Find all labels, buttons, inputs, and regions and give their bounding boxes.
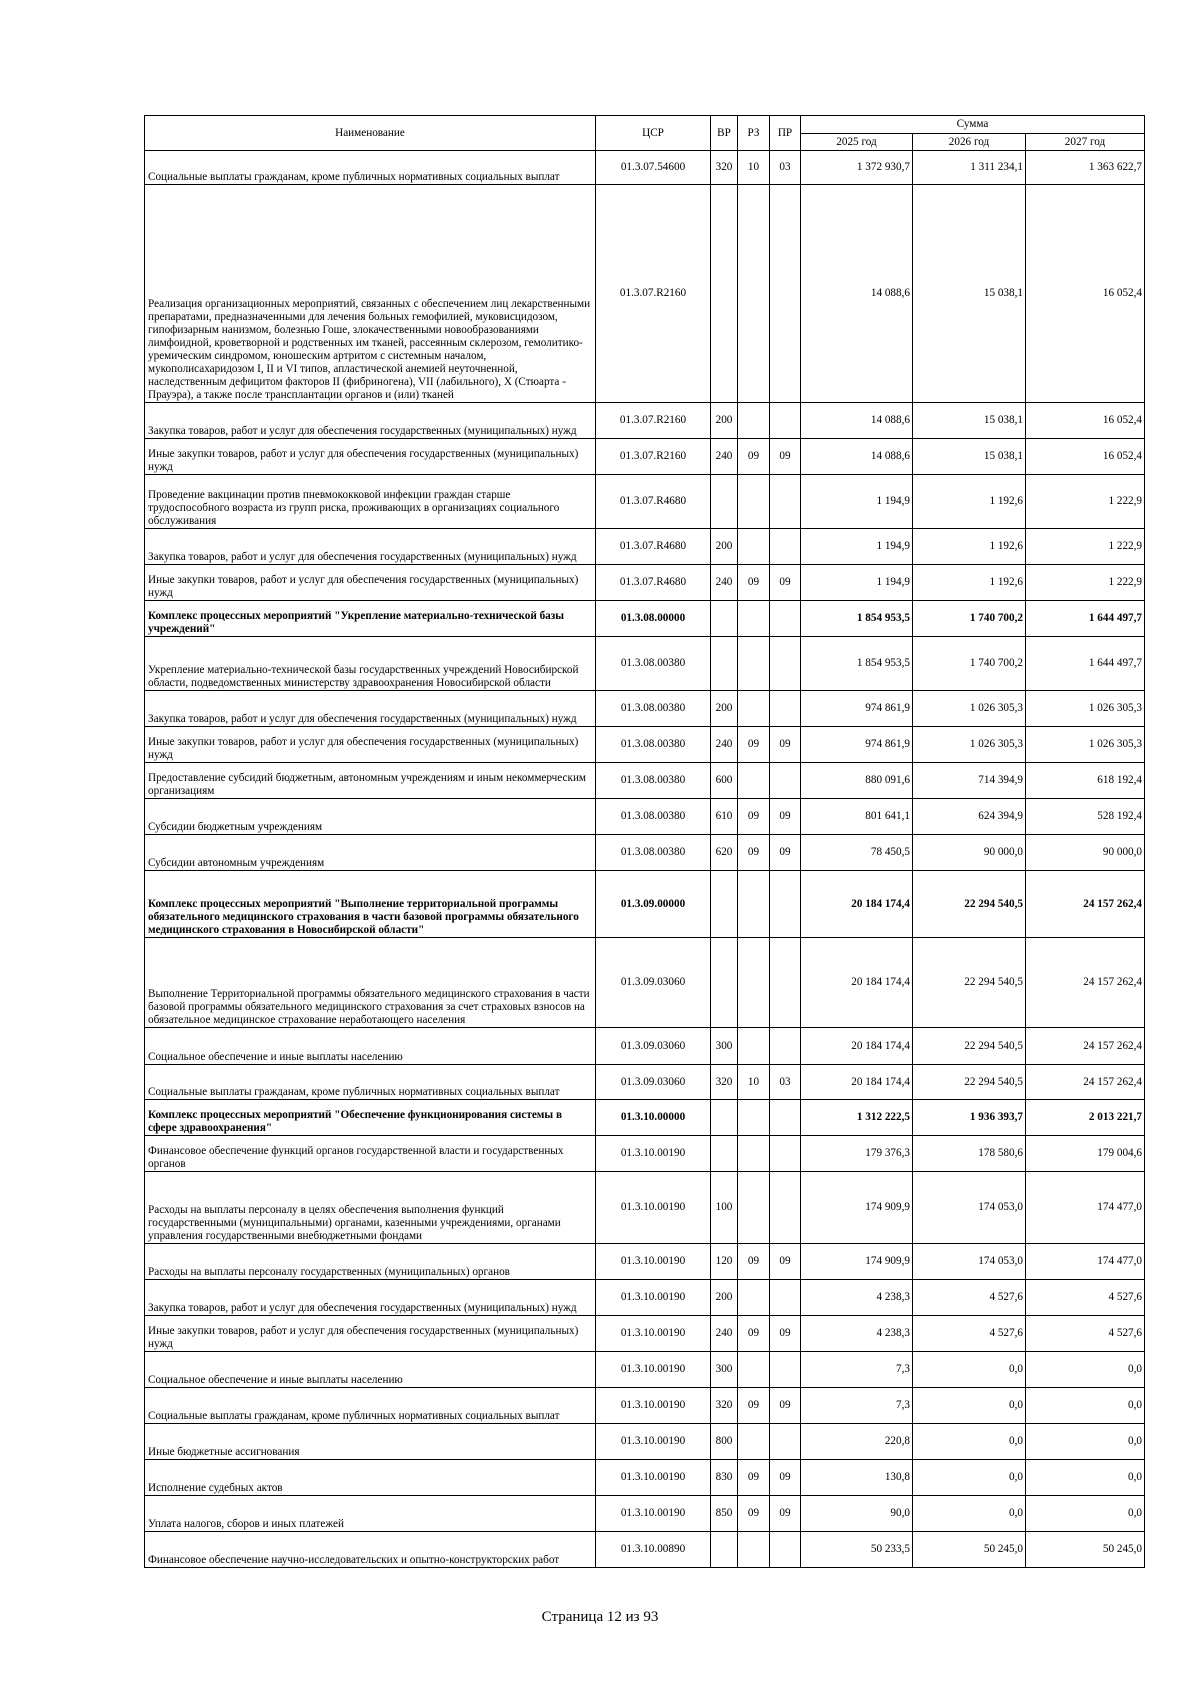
cell-rz: 09 bbox=[738, 835, 770, 871]
cell-pr: 03 bbox=[770, 1065, 801, 1100]
cell-amount-2026: 174 053,0 bbox=[913, 1244, 1026, 1280]
cell-csr: 01.3.08.00380 bbox=[596, 691, 711, 727]
cell-amount-2027: 1 363 622,7 bbox=[1026, 151, 1145, 185]
cell-csr: 01.3.10.00190 bbox=[596, 1280, 711, 1316]
cell-rz bbox=[738, 1532, 770, 1568]
cell-rz: 09 bbox=[738, 1388, 770, 1424]
cell-csr: 01.3.10.00190 bbox=[596, 1496, 711, 1532]
cell-csr: 01.3.10.00190 bbox=[596, 1316, 711, 1352]
cell-rz bbox=[738, 1136, 770, 1172]
cell-pr bbox=[770, 185, 801, 403]
cell-amount-2027: 618 192,4 bbox=[1026, 763, 1145, 799]
cell-vr: 200 bbox=[711, 403, 738, 439]
cell-amount-2027: 24 157 262,4 bbox=[1026, 1065, 1145, 1100]
cell-pr: 09 bbox=[770, 1388, 801, 1424]
cell-name: Социальное обеспечение и иные выплаты населению bbox=[145, 1028, 596, 1065]
cell-amount-2026: 0,0 bbox=[913, 1424, 1026, 1460]
cell-amount-2027: 1 026 305,3 bbox=[1026, 727, 1145, 763]
cell-amount-2026: 0,0 bbox=[913, 1496, 1026, 1532]
cell-csr: 01.3.10.00190 bbox=[596, 1388, 711, 1424]
cell-csr: 01.3.07.R2160 bbox=[596, 185, 711, 403]
table-row bbox=[145, 151, 1145, 185]
cell-csr: 01.3.09.03060 bbox=[596, 938, 711, 1028]
cell-vr bbox=[711, 938, 738, 1028]
cell-amount-2026: 1 740 700,2 bbox=[913, 601, 1026, 637]
cell-csr: 01.3.08.00380 bbox=[596, 727, 711, 763]
cell-rz bbox=[738, 529, 770, 565]
cell-pr: 09 bbox=[770, 835, 801, 871]
cell-pr: 09 bbox=[770, 565, 801, 601]
cell-pr: 09 bbox=[770, 799, 801, 835]
cell-amount-2025: 90,0 bbox=[801, 1496, 913, 1532]
cell-vr: 800 bbox=[711, 1424, 738, 1460]
cell-amount-2025: 179 376,3 bbox=[801, 1136, 913, 1172]
cell-name: Иные закупки товаров, работ и услуг для обеспечения государственных (муниципальных) нужд bbox=[145, 727, 596, 763]
cell-amount-2025: 4 238,3 bbox=[801, 1316, 913, 1352]
table-row bbox=[145, 1460, 1145, 1496]
cell-amount-2026: 50 245,0 bbox=[913, 1532, 1026, 1568]
cell-rz: 09 bbox=[738, 1460, 770, 1496]
cell-amount-2026: 1 026 305,3 bbox=[913, 691, 1026, 727]
cell-vr: 240 bbox=[711, 439, 738, 475]
cell-csr: 01.3.07.R4680 bbox=[596, 529, 711, 565]
cell-vr: 610 bbox=[711, 799, 738, 835]
cell-amount-2026: 1 311 234,1 bbox=[913, 151, 1026, 185]
cell-amount-2026: 22 294 540,5 bbox=[913, 871, 1026, 938]
cell-vr bbox=[711, 1100, 738, 1136]
table-row bbox=[145, 1280, 1145, 1316]
cell-amount-2025: 50 233,5 bbox=[801, 1532, 913, 1568]
cell-csr: 01.3.10.00190 bbox=[596, 1460, 711, 1496]
cell-name: Реализация организационных мероприятий, связанных с обеспечением лиц лекарственными препаратами, предназначенными для лечения больных гемофилией, муковисцидозом, гипофизарным нанизмом, болезнью Гоше, злокачественными новообразованиями лимфоидной, кроветворной и родственных им тканей, рассеянным склерозом, гемолитико-уремическим синдромом, юношеским артритом с системным началом, мукополисахаридозом I, II и VI типов, апластической анемией неуточненной, наследственным дефицитом факторов II (фибриногена), VII (лабильного), X (Стюарта - Прауэра), а также после трансплантации органов и (или) тканей bbox=[145, 185, 596, 403]
cell-vr: 320 bbox=[711, 151, 738, 185]
cell-pr: 09 bbox=[770, 1460, 801, 1496]
cell-amount-2027: 16 052,4 bbox=[1026, 439, 1145, 475]
cell-amount-2026: 22 294 540,5 bbox=[913, 938, 1026, 1028]
cell-vr bbox=[711, 1136, 738, 1172]
cell-pr bbox=[770, 475, 801, 529]
cell-vr: 240 bbox=[711, 727, 738, 763]
cell-amount-2026: 90 000,0 bbox=[913, 835, 1026, 871]
cell-amount-2025: 14 088,6 bbox=[801, 185, 913, 403]
cell-amount-2025: 1 194,9 bbox=[801, 529, 913, 565]
cell-name: Закупка товаров, работ и услуг для обеспечения государственных (муниципальных) нужд bbox=[145, 529, 596, 565]
cell-pr bbox=[770, 1280, 801, 1316]
cell-pr: 09 bbox=[770, 1316, 801, 1352]
cell-rz: 10 bbox=[738, 1065, 770, 1100]
cell-csr: 01.3.09.03060 bbox=[596, 1065, 711, 1100]
cell-rz: 09 bbox=[738, 565, 770, 601]
cell-vr bbox=[711, 601, 738, 637]
cell-rz bbox=[738, 637, 770, 691]
cell-amount-2027: 1 026 305,3 bbox=[1026, 691, 1145, 727]
cell-name: Социальное обеспечение и иные выплаты населению bbox=[145, 1352, 596, 1388]
cell-name: Закупка товаров, работ и услуг для обеспечения государственных (муниципальных) нужд bbox=[145, 691, 596, 727]
cell-amount-2025: 130,8 bbox=[801, 1460, 913, 1496]
table-row bbox=[145, 1244, 1145, 1280]
table-row bbox=[145, 1388, 1145, 1424]
header-csr: ЦСР bbox=[596, 116, 711, 151]
cell-amount-2026: 714 394,9 bbox=[913, 763, 1026, 799]
cell-rz: 09 bbox=[738, 727, 770, 763]
cell-csr: 01.3.10.00190 bbox=[596, 1172, 711, 1244]
cell-amount-2026: 1 936 393,7 bbox=[913, 1100, 1026, 1136]
cell-rz bbox=[738, 763, 770, 799]
cell-vr: 600 bbox=[711, 763, 738, 799]
cell-csr: 01.3.07.R2160 bbox=[596, 403, 711, 439]
cell-amount-2026: 15 038,1 bbox=[913, 403, 1026, 439]
cell-vr: 120 bbox=[711, 1244, 738, 1280]
cell-amount-2027: 4 527,6 bbox=[1026, 1280, 1145, 1316]
table-row bbox=[145, 637, 1145, 691]
cell-amount-2025: 4 238,3 bbox=[801, 1280, 913, 1316]
cell-name: Иные закупки товаров, работ и услуг для обеспечения государственных (муниципальных) нужд bbox=[145, 565, 596, 601]
cell-amount-2025: 20 184 174,4 bbox=[801, 938, 913, 1028]
cell-amount-2026: 1 192,6 bbox=[913, 565, 1026, 601]
cell-csr: 01.3.07.R4680 bbox=[596, 475, 711, 529]
cell-csr: 01.3.10.00190 bbox=[596, 1352, 711, 1388]
cell-amount-2027: 0,0 bbox=[1026, 1424, 1145, 1460]
cell-name: Социальные выплаты гражданам, кроме публичных нормативных социальных выплат bbox=[145, 1065, 596, 1100]
cell-pr bbox=[770, 1424, 801, 1460]
cell-csr: 01.3.10.00190 bbox=[596, 1244, 711, 1280]
cell-amount-2025: 1 194,9 bbox=[801, 565, 913, 601]
table-row bbox=[145, 439, 1145, 475]
cell-vr bbox=[711, 475, 738, 529]
cell-amount-2025: 1 312 222,5 bbox=[801, 1100, 913, 1136]
cell-amount-2027: 16 052,4 bbox=[1026, 403, 1145, 439]
cell-csr: 01.3.07.R4680 bbox=[596, 565, 711, 601]
table-row bbox=[145, 1424, 1145, 1460]
cell-amount-2027: 1 222,9 bbox=[1026, 475, 1145, 529]
cell-rz bbox=[738, 1028, 770, 1065]
cell-amount-2027: 0,0 bbox=[1026, 1496, 1145, 1532]
cell-rz bbox=[738, 691, 770, 727]
cell-amount-2027: 50 245,0 bbox=[1026, 1532, 1145, 1568]
cell-name: Комплекс процессных мероприятий "Выполнение территориальной программы обязательного медицинского страхования в части базовой программы обязательного медицинского страхования в Новосибирской области" bbox=[145, 871, 596, 938]
cell-amount-2027: 174 477,0 bbox=[1026, 1172, 1145, 1244]
cell-rz bbox=[738, 1100, 770, 1136]
cell-name: Проведение вакцинации против пневмококковой инфекции граждан старше трудоспособного возраста из групп риска, проживающих в организациях социального обслуживания bbox=[145, 475, 596, 529]
cell-pr bbox=[770, 1136, 801, 1172]
cell-rz: 10 bbox=[738, 151, 770, 185]
cell-name: Комплекс процессных мероприятий "Обеспечение функционирования системы в сфере здравоохранения" bbox=[145, 1100, 596, 1136]
cell-name: Расходы на выплаты персоналу в целях обеспечения выполнения функций государственными (муниципальными) органами, казенными учреждениями, органами управления государственными внебюджетными фондами bbox=[145, 1172, 596, 1244]
cell-amount-2026: 624 394,9 bbox=[913, 799, 1026, 835]
cell-vr: 620 bbox=[711, 835, 738, 871]
table-row bbox=[145, 835, 1145, 871]
cell-csr: 01.3.10.00890 bbox=[596, 1532, 711, 1568]
cell-name: Укрепление материально-технической базы государственных учреждений Новосибирской области, подведомственных министерству здравоохранения Новосибирской области bbox=[145, 637, 596, 691]
cell-amount-2027: 0,0 bbox=[1026, 1460, 1145, 1496]
cell-rz bbox=[738, 1172, 770, 1244]
cell-amount-2027: 24 157 262,4 bbox=[1026, 938, 1145, 1028]
cell-rz bbox=[738, 938, 770, 1028]
header-sum: Сумма bbox=[801, 116, 1145, 134]
table-row bbox=[145, 403, 1145, 439]
cell-rz: 09 bbox=[738, 1244, 770, 1280]
table-row bbox=[145, 727, 1145, 763]
cell-name: Иные закупки товаров, работ и услуг для обеспечения государственных (муниципальных) нужд bbox=[145, 1316, 596, 1352]
table-row bbox=[145, 601, 1145, 637]
table-row bbox=[145, 763, 1145, 799]
cell-name: Предоставление субсидий бюджетным, автономным учреждениям и иным некоммерческим организациям bbox=[145, 763, 596, 799]
table-row bbox=[145, 185, 1145, 403]
cell-pr: 09 bbox=[770, 439, 801, 475]
cell-amount-2026: 15 038,1 bbox=[913, 439, 1026, 475]
cell-pr bbox=[770, 403, 801, 439]
table-row bbox=[145, 1316, 1145, 1352]
cell-amount-2025: 974 861,9 bbox=[801, 727, 913, 763]
cell-rz bbox=[738, 1280, 770, 1316]
table-row bbox=[145, 1065, 1145, 1100]
header-name: Наименование bbox=[145, 116, 596, 151]
table-row bbox=[145, 475, 1145, 529]
cell-pr: 09 bbox=[770, 727, 801, 763]
cell-rz: 09 bbox=[738, 799, 770, 835]
cell-rz: 09 bbox=[738, 1316, 770, 1352]
cell-pr: 03 bbox=[770, 151, 801, 185]
cell-rz bbox=[738, 871, 770, 938]
cell-amount-2025: 78 450,5 bbox=[801, 835, 913, 871]
cell-amount-2027: 1 644 497,7 bbox=[1026, 601, 1145, 637]
cell-amount-2026: 1 192,6 bbox=[913, 475, 1026, 529]
cell-amount-2025: 14 088,6 bbox=[801, 439, 913, 475]
cell-name: Социальные выплаты гражданам, кроме публичных нормативных социальных выплат bbox=[145, 151, 596, 185]
table-row bbox=[145, 1028, 1145, 1065]
cell-amount-2026: 178 580,6 bbox=[913, 1136, 1026, 1172]
table-body bbox=[145, 151, 1145, 1568]
cell-amount-2025: 220,8 bbox=[801, 1424, 913, 1460]
cell-amount-2027: 0,0 bbox=[1026, 1388, 1145, 1424]
cell-csr: 01.3.08.00380 bbox=[596, 799, 711, 835]
cell-name: Иные бюджетные ассигнования bbox=[145, 1424, 596, 1460]
cell-pr bbox=[770, 691, 801, 727]
cell-pr bbox=[770, 601, 801, 637]
cell-csr: 01.3.08.00000 bbox=[596, 601, 711, 637]
cell-amount-2027: 0,0 bbox=[1026, 1352, 1145, 1388]
cell-vr: 320 bbox=[711, 1388, 738, 1424]
cell-rz bbox=[738, 185, 770, 403]
cell-name: Финансовое обеспечение научно-исследовательских и опытно-конструкторских работ bbox=[145, 1532, 596, 1568]
cell-rz: 09 bbox=[738, 1496, 770, 1532]
cell-csr: 01.3.08.00380 bbox=[596, 637, 711, 691]
cell-pr bbox=[770, 1172, 801, 1244]
budget-table bbox=[144, 115, 1145, 1568]
cell-amount-2025: 20 184 174,4 bbox=[801, 1065, 913, 1100]
cell-pr bbox=[770, 1352, 801, 1388]
table-row bbox=[145, 529, 1145, 565]
cell-vr: 100 bbox=[711, 1172, 738, 1244]
cell-name: Субсидии бюджетным учреждениям bbox=[145, 799, 596, 835]
cell-name: Расходы на выплаты персоналу государственных (муниципальных) органов bbox=[145, 1244, 596, 1280]
cell-amount-2025: 174 909,9 bbox=[801, 1172, 913, 1244]
cell-amount-2026: 0,0 bbox=[913, 1460, 1026, 1496]
cell-amount-2026: 1 192,6 bbox=[913, 529, 1026, 565]
cell-vr: 300 bbox=[711, 1352, 738, 1388]
table-row bbox=[145, 938, 1145, 1028]
cell-amount-2026: 174 053,0 bbox=[913, 1172, 1026, 1244]
cell-amount-2025: 7,3 bbox=[801, 1352, 913, 1388]
cell-rz bbox=[738, 1352, 770, 1388]
cell-vr: 200 bbox=[711, 691, 738, 727]
cell-vr: 320 bbox=[711, 1065, 738, 1100]
cell-pr: 09 bbox=[770, 1244, 801, 1280]
header-vr: ВР bbox=[711, 116, 738, 151]
table-row bbox=[145, 691, 1145, 727]
cell-csr: 01.3.10.00190 bbox=[596, 1136, 711, 1172]
cell-amount-2025: 1 854 953,5 bbox=[801, 637, 913, 691]
cell-amount-2025: 7,3 bbox=[801, 1388, 913, 1424]
cell-vr: 200 bbox=[711, 529, 738, 565]
cell-name: Иные закупки товаров, работ и услуг для обеспечения государственных (муниципальных) нужд bbox=[145, 439, 596, 475]
cell-pr bbox=[770, 938, 801, 1028]
cell-rz bbox=[738, 601, 770, 637]
cell-amount-2027: 2 013 221,7 bbox=[1026, 1100, 1145, 1136]
cell-csr: 01.3.09.00000 bbox=[596, 871, 711, 938]
cell-amount-2025: 880 091,6 bbox=[801, 763, 913, 799]
cell-csr: 01.3.10.00190 bbox=[596, 1424, 711, 1460]
cell-amount-2027: 528 192,4 bbox=[1026, 799, 1145, 835]
cell-rz bbox=[738, 1424, 770, 1460]
cell-amount-2026: 1 740 700,2 bbox=[913, 637, 1026, 691]
cell-amount-2026: 0,0 bbox=[913, 1388, 1026, 1424]
cell-amount-2026: 0,0 bbox=[913, 1352, 1026, 1388]
table-row bbox=[145, 799, 1145, 835]
cell-amount-2025: 1 194,9 bbox=[801, 475, 913, 529]
cell-name: Комплекс процессных мероприятий "Укрепление материально-технической базы учреждений" bbox=[145, 601, 596, 637]
cell-vr bbox=[711, 637, 738, 691]
cell-csr: 01.3.10.00000 bbox=[596, 1100, 711, 1136]
table-row bbox=[145, 565, 1145, 601]
cell-amount-2027: 4 527,6 bbox=[1026, 1316, 1145, 1352]
cell-pr bbox=[770, 871, 801, 938]
cell-amount-2025: 174 909,9 bbox=[801, 1244, 913, 1280]
cell-amount-2027: 1 222,9 bbox=[1026, 565, 1145, 601]
cell-amount-2026: 22 294 540,5 bbox=[913, 1028, 1026, 1065]
cell-amount-2025: 1 854 953,5 bbox=[801, 601, 913, 637]
cell-vr bbox=[711, 871, 738, 938]
cell-amount-2026: 22 294 540,5 bbox=[913, 1065, 1026, 1100]
cell-vr bbox=[711, 185, 738, 403]
cell-name: Исполнение судебных актов bbox=[145, 1460, 596, 1496]
page-number: Страница 12 из 93 bbox=[541, 1609, 659, 1625]
cell-pr bbox=[770, 637, 801, 691]
cell-vr: 850 bbox=[711, 1496, 738, 1532]
cell-amount-2027: 24 157 262,4 bbox=[1026, 871, 1145, 938]
cell-amount-2027: 90 000,0 bbox=[1026, 835, 1145, 871]
cell-amount-2025: 20 184 174,4 bbox=[801, 1028, 913, 1065]
cell-amount-2027: 16 052,4 bbox=[1026, 185, 1145, 403]
cell-rz: 09 bbox=[738, 439, 770, 475]
cell-vr: 240 bbox=[711, 565, 738, 601]
table-row bbox=[145, 1532, 1145, 1568]
cell-vr: 240 bbox=[711, 1316, 738, 1352]
table-row bbox=[145, 1352, 1145, 1388]
budget-table-container bbox=[144, 115, 1144, 1568]
table-row bbox=[145, 1100, 1145, 1136]
cell-name: Социальные выплаты гражданам, кроме публичных нормативных социальных выплат bbox=[145, 1388, 596, 1424]
cell-csr: 01.3.08.00380 bbox=[596, 763, 711, 799]
cell-name: Финансовое обеспечение функций органов государственной власти и государственных органов bbox=[145, 1136, 596, 1172]
cell-name: Выполнение Территориальной программы обязательного медицинского страхования в части базовой программы обязательного медицинского страхования за счет страховых взносов на обязательное медицинское страхование неработающего населения bbox=[145, 938, 596, 1028]
cell-amount-2027: 24 157 262,4 bbox=[1026, 1028, 1145, 1065]
cell-pr bbox=[770, 529, 801, 565]
cell-vr: 300 bbox=[711, 1028, 738, 1065]
cell-amount-2027: 174 477,0 bbox=[1026, 1244, 1145, 1280]
table-row bbox=[145, 1172, 1145, 1244]
cell-amount-2027: 1 644 497,7 bbox=[1026, 637, 1145, 691]
cell-pr bbox=[770, 1532, 801, 1568]
header-year-2027: 2027 год bbox=[1026, 134, 1145, 151]
cell-amount-2027: 179 004,6 bbox=[1026, 1136, 1145, 1172]
cell-amount-2026: 1 026 305,3 bbox=[913, 727, 1026, 763]
cell-csr: 01.3.09.03060 bbox=[596, 1028, 711, 1065]
table-row bbox=[145, 1136, 1145, 1172]
table-row bbox=[145, 1496, 1145, 1532]
cell-pr: 09 bbox=[770, 1496, 801, 1532]
cell-rz bbox=[738, 475, 770, 529]
cell-amount-2026: 15 038,1 bbox=[913, 185, 1026, 403]
header-year-2025: 2025 год bbox=[801, 134, 913, 151]
cell-vr: 200 bbox=[711, 1280, 738, 1316]
cell-pr bbox=[770, 1100, 801, 1136]
table-row bbox=[145, 871, 1145, 938]
cell-amount-2026: 4 527,6 bbox=[913, 1316, 1026, 1352]
cell-amount-2025: 20 184 174,4 bbox=[801, 871, 913, 938]
cell-amount-2025: 801 641,1 bbox=[801, 799, 913, 835]
cell-amount-2025: 974 861,9 bbox=[801, 691, 913, 727]
cell-name: Закупка товаров, работ и услуг для обеспечения государственных (муниципальных) нужд bbox=[145, 403, 596, 439]
header-year-2026: 2026 год bbox=[913, 134, 1026, 151]
cell-amount-2025: 1 372 930,7 bbox=[801, 151, 913, 185]
header-pr: ПР bbox=[770, 116, 801, 151]
cell-csr: 01.3.08.00380 bbox=[596, 835, 711, 871]
cell-amount-2025: 14 088,6 bbox=[801, 403, 913, 439]
cell-amount-2027: 1 222,9 bbox=[1026, 529, 1145, 565]
cell-pr bbox=[770, 763, 801, 799]
cell-name: Субсидии автономным учреждениям bbox=[145, 835, 596, 871]
cell-csr: 01.3.07.R2160 bbox=[596, 439, 711, 475]
header-rz: РЗ bbox=[738, 116, 770, 151]
cell-name: Уплата налогов, сборов и иных платежей bbox=[145, 1496, 596, 1532]
cell-pr bbox=[770, 1028, 801, 1065]
cell-name: Закупка товаров, работ и услуг для обеспечения государственных (муниципальных) нужд bbox=[145, 1280, 596, 1316]
cell-vr: 830 bbox=[711, 1460, 738, 1496]
cell-csr: 01.3.07.54600 bbox=[596, 151, 711, 185]
cell-amount-2026: 4 527,6 bbox=[913, 1280, 1026, 1316]
cell-vr bbox=[711, 1532, 738, 1568]
cell-rz bbox=[738, 403, 770, 439]
